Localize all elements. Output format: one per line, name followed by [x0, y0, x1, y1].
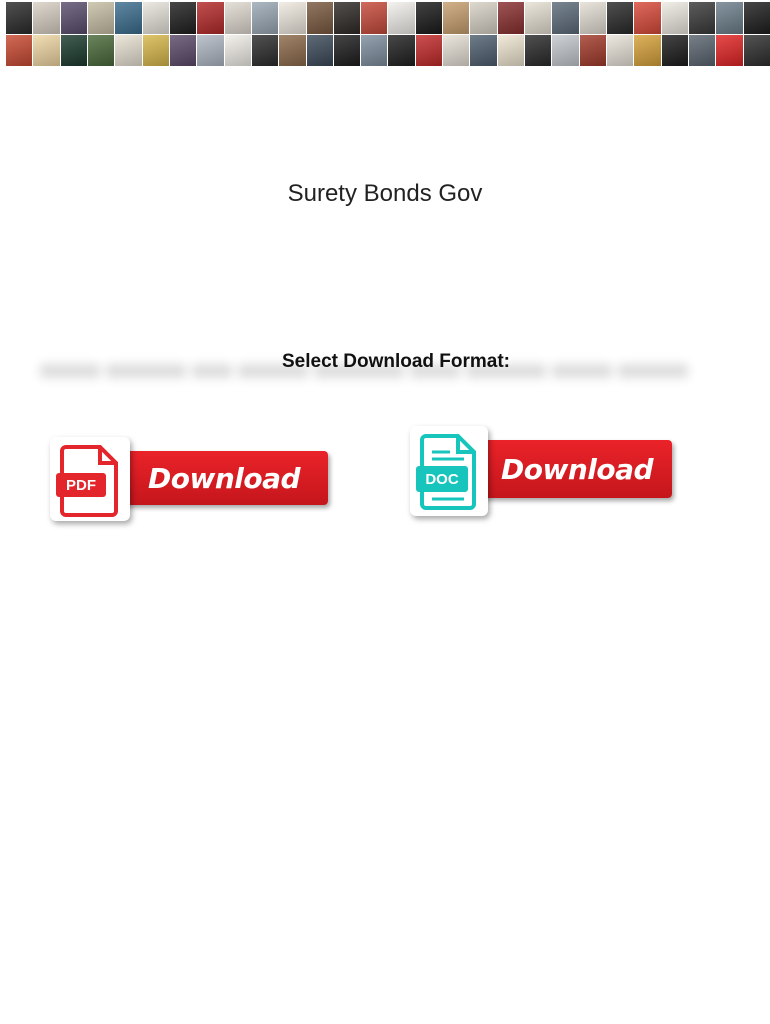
- select-format-label: Select Download Format:: [281, 351, 511, 372]
- poster-tile: [334, 2, 360, 34]
- doc-download-label: Download: [500, 452, 654, 486]
- poster-tile: [607, 35, 633, 67]
- poster-tile: [744, 2, 770, 34]
- poster-tile: [225, 2, 251, 34]
- poster-tile: [88, 35, 114, 67]
- poster-tile: [61, 2, 87, 34]
- poster-tile: [470, 2, 496, 34]
- poster-tile: [143, 2, 169, 34]
- poster-tile: [334, 35, 360, 67]
- poster-tile: [170, 35, 196, 67]
- poster-tile: [416, 35, 442, 67]
- poster-tile: [689, 35, 715, 67]
- poster-tile: [307, 2, 333, 34]
- poster-tile: [634, 35, 660, 67]
- poster-tile: [662, 2, 688, 34]
- poster-tile: [388, 2, 414, 34]
- poster-tile: [580, 2, 606, 34]
- poster-tile: [470, 35, 496, 67]
- poster-tile: [416, 2, 442, 34]
- poster-tile: [6, 2, 32, 34]
- movie-poster-banner: [6, 2, 770, 66]
- poster-tile: [552, 35, 578, 67]
- poster-tile: [689, 2, 715, 34]
- pdf-download-button[interactable]: [50, 437, 332, 523]
- poster-tile: [580, 35, 606, 67]
- poster-tile: [716, 35, 742, 67]
- doc-file-icon[interactable]: [410, 426, 488, 516]
- poster-tile: [443, 2, 469, 34]
- poster-tile: [33, 35, 59, 67]
- poster-tile: [525, 35, 551, 67]
- poster-tile: [88, 2, 114, 34]
- poster-tile: [197, 2, 223, 34]
- poster-tile: [115, 2, 141, 34]
- poster-tile: [252, 35, 278, 67]
- doc-icon-text: DOC: [425, 471, 459, 488]
- poster-tile: [6, 35, 32, 67]
- poster-tile: [525, 2, 551, 34]
- poster-tile: [307, 35, 333, 67]
- poster-tile: [61, 35, 87, 67]
- poster-tile: [279, 2, 305, 34]
- poster-tile: [607, 2, 633, 34]
- poster-tile: [498, 35, 524, 67]
- page-title: Surety Bonds Gov: [287, 180, 483, 207]
- poster-tile: [634, 2, 660, 34]
- poster-tile: [115, 35, 141, 67]
- poster-tile: [361, 35, 387, 67]
- pdf-download-label: Download: [147, 461, 301, 495]
- poster-tile: [552, 2, 578, 34]
- poster-tile: [662, 35, 688, 67]
- pdf-file-icon[interactable]: [50, 437, 130, 521]
- poster-tile: [197, 35, 223, 67]
- poster-tile: [170, 2, 196, 34]
- pdf-download-bar[interactable]: [120, 451, 328, 505]
- poster-tile: [33, 2, 59, 34]
- poster-tile: [744, 35, 770, 67]
- poster-tile: [279, 35, 305, 67]
- poster-tile: [388, 35, 414, 67]
- poster-tile: [143, 35, 169, 67]
- poster-tile: [225, 35, 251, 67]
- poster-tile: [252, 2, 278, 34]
- poster-tile: [361, 2, 387, 34]
- poster-tile: [498, 2, 524, 34]
- poster-tile: [443, 35, 469, 67]
- doc-download-bar[interactable]: [482, 440, 672, 498]
- pdf-icon-text: PDF: [66, 477, 96, 494]
- doc-download-button[interactable]: [410, 426, 676, 516]
- poster-tile: [716, 2, 742, 34]
